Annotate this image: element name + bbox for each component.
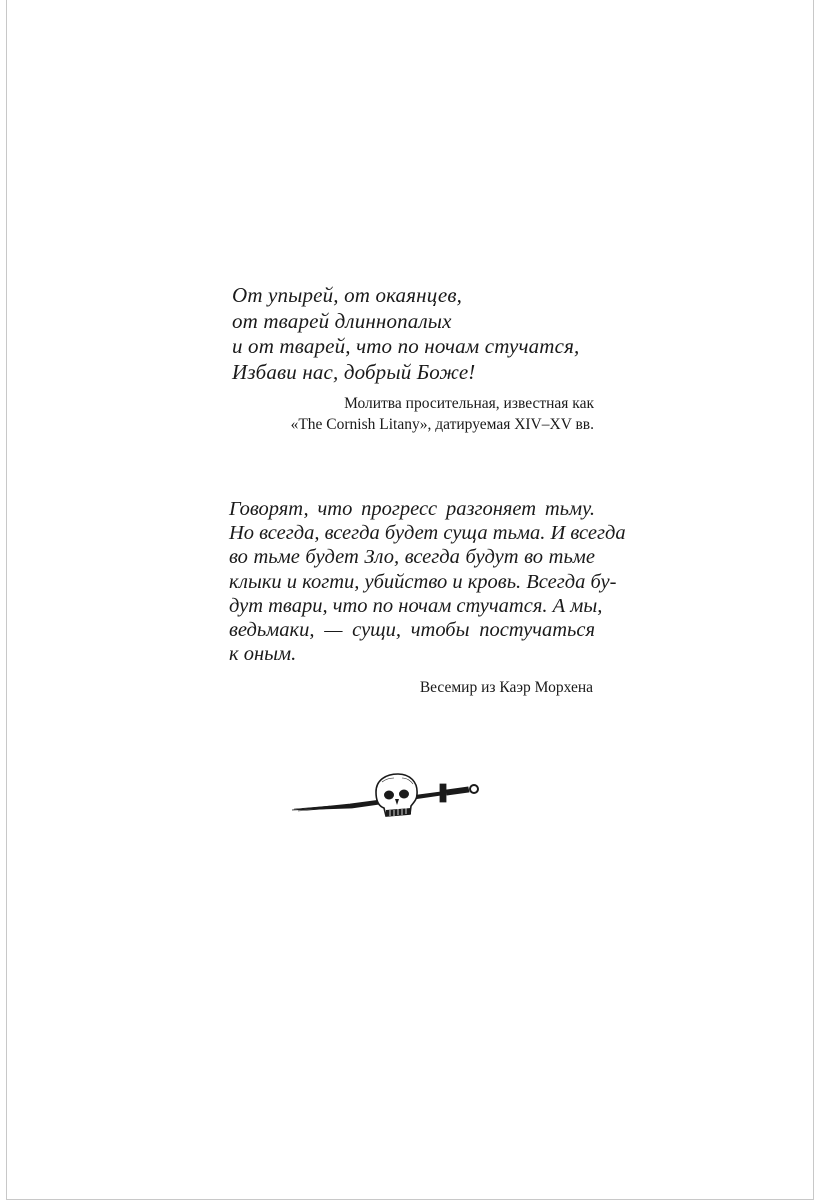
poem-line: От упырей, от окаянцев, bbox=[232, 283, 462, 307]
sword-crossguard bbox=[440, 784, 446, 802]
epigraph-attribution bbox=[291, 393, 594, 435]
quote-attribution: Весемир из Каэр Морхена bbox=[419, 679, 593, 696]
quote-line: Говорят, что прогресс разгоняет тьму. bbox=[229, 498, 595, 520]
quote-line: к оным. bbox=[229, 643, 297, 666]
attribution-line: Молитва просительная, известная как bbox=[344, 395, 594, 412]
quote-line: во тьме будет Зло, всегда будут во тьме bbox=[229, 546, 595, 569]
quote-line: Но всегда, всегда будет суща тьма. И всегда bbox=[229, 522, 626, 545]
skull-eye-socket bbox=[384, 791, 394, 800]
poem-line: от тварей длиннопалых bbox=[232, 308, 452, 333]
quote-line: дут твари, что по ночам стучатся. А мы, bbox=[229, 594, 603, 617]
quote-line: ведьмаки, — сущи, чтобы постучаться bbox=[229, 619, 595, 642]
sword-pommel bbox=[470, 785, 478, 793]
sword-grip bbox=[446, 787, 469, 795]
quote-line: клыки и когти, убийство и кровь. Всегда бу- bbox=[229, 570, 617, 593]
skull-and-sword-icon bbox=[290, 770, 490, 830]
poem-line: Избави нас, добрый Боже! bbox=[232, 359, 476, 384]
attribution-line: «The Cornish Litany», датируемая XIV–XV вв. bbox=[290, 416, 594, 433]
epigraph-poem bbox=[232, 283, 612, 385]
poem-line: и от тварей, что по ночам стучатся, bbox=[232, 334, 580, 358]
quote-paragraph bbox=[229, 497, 626, 666]
skull-eye-socket bbox=[399, 790, 409, 799]
